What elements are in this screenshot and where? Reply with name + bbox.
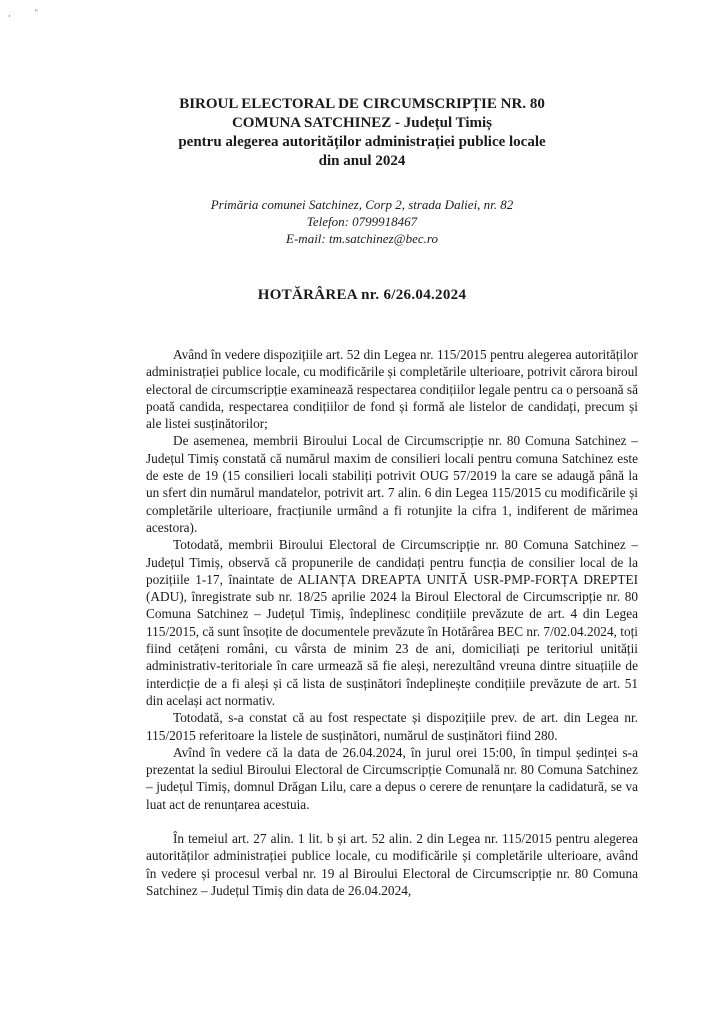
header-line-year: din anul 2024 <box>318 153 406 169</box>
paragraph-withdrawal: Avînd în vedere că la data de 26.04.2024, în jurul orei 15:00, în timpul ședinței s-a prezentat la sediul Biroului Electoral de Circumscripție Comunală nr. 80 Comuna Satchinez – județul Timiș, domnul Drăgan Lilu, care a depus o cerere de renunțare la cadidatură, se va luat act de renunțarea acestuia. <box>146 744 638 812</box>
paragraph-candidates: Totodată, membrii Biroului Electoral de Circumscripție nr. 80 Comuna Satchinez – Județul Timiș, observă că propunerile de candidați pentru funcția de consilier local de la pozițiile 1-17, înaintate de ALIANȚA DREAPTA UNITĂ USR-PMP-FORȚA DREPTEI (ADU), înregistrate sub nr. 18/25 aprilie 2024 la Biroul Electoral de Circumscripție nr. 80 Comuna Satchinez – Județul Timiș, îndeplinesc condițiile prevăzute de art. 4 din Legea 115/2015, că sunt însoțite de documentele prevăzute în Hotărârea BEC nr. 7/02.04.2024, toți fiind cetățeni români, cu vârsta de minim 23 de ani, domiciliați pe teritoriul unității administrativ-teritoriale în care urmează să fie aleși, nerezultând vreuna dintre situațiile de interdicție de a fi aleși și că lista de susținători îndeplinește condițiile prevăzute de art. 51 din același act normativ. <box>146 537 638 708</box>
paragraph-councillors: De asemenea, membrii Biroului Local de Circumscripție nr. 80 Comuna Satchinez – Județul Timiș constată că numărul maxim de consilieri locali pentru comuna Satchinez este de este de 19 (15 consilieri locali stabiliți potrivit OUG 57/2019 la care se adaugă până la un sfert din numărul mandatelor, potrivit art. 7 alin. 6 din Legea 115/2015 cu modificările și completările ulterioare, fracțiunile urmând a fi rotunjite la cifra 1, indiferent de mărimea acestora). <box>146 433 638 535</box>
scan-mark: ¸ <box>8 8 11 17</box>
scan-mark: " <box>34 8 38 17</box>
paragraph-legal-basis: În temeiul art. 27 alin. 1 lit. b și art. 52 alin. 2 din Legea nr. 115/2015 pentru alegerea autorităților administrației publice locale, cu modificările și completările ulterioare, având în vedere și procesul verbal nr. 19 al Biroului Electoral de Circumscripție nr. 80 Comuna Satchinez – Județul Timiș din data de 26.04.2024, <box>146 831 638 898</box>
contact-block <box>80 196 644 247</box>
document-header <box>80 95 644 171</box>
paragraph-considering: Având în vedere dispozițiile art. 52 din Legea nr. 115/2015 pentru alegerea autorităților administrației publice locale, cu modificările și completările ulterioare, potrivit cărora biroul electoral de circumscripție examinează respectarea condițiilor legale pentru ca o persoană să poată candida, respectarea condițiilor de fond și formă ale listelor de candidați, precum și ale listei susținătorilor; <box>146 347 638 432</box>
decision-title: HOTĂRÂREA nr. 6/26.04.2024 <box>257 287 467 303</box>
header-line-commune: COMUNA SATCHINEZ - Județul Timiș <box>231 115 493 131</box>
header-line-purpose: pentru alegerea autorităților administrației publice locale <box>178 134 546 150</box>
contact-phone: Telefon: 0799918467 <box>306 214 418 229</box>
paragraph-supporters: Totodată, s-a constat că au fost respectate și dispozițiile prev. de art. din Legea nr. 115/2015 referitoare la listele de susținători, numărul de susținători fiind 280. <box>146 710 638 743</box>
header-line-institution: BIROUL ELECTORAL DE CIRCUMSCRIPȚIE NR. 80 <box>179 96 545 112</box>
document-body <box>146 346 638 899</box>
contact-address: Primăria comunei Satchinez, Corp 2, strada Daliei, nr. 82 <box>210 197 514 212</box>
scan-marks <box>8 8 60 17</box>
contact-email: E-mail: tm.satchinez@bec.ro <box>286 231 438 246</box>
